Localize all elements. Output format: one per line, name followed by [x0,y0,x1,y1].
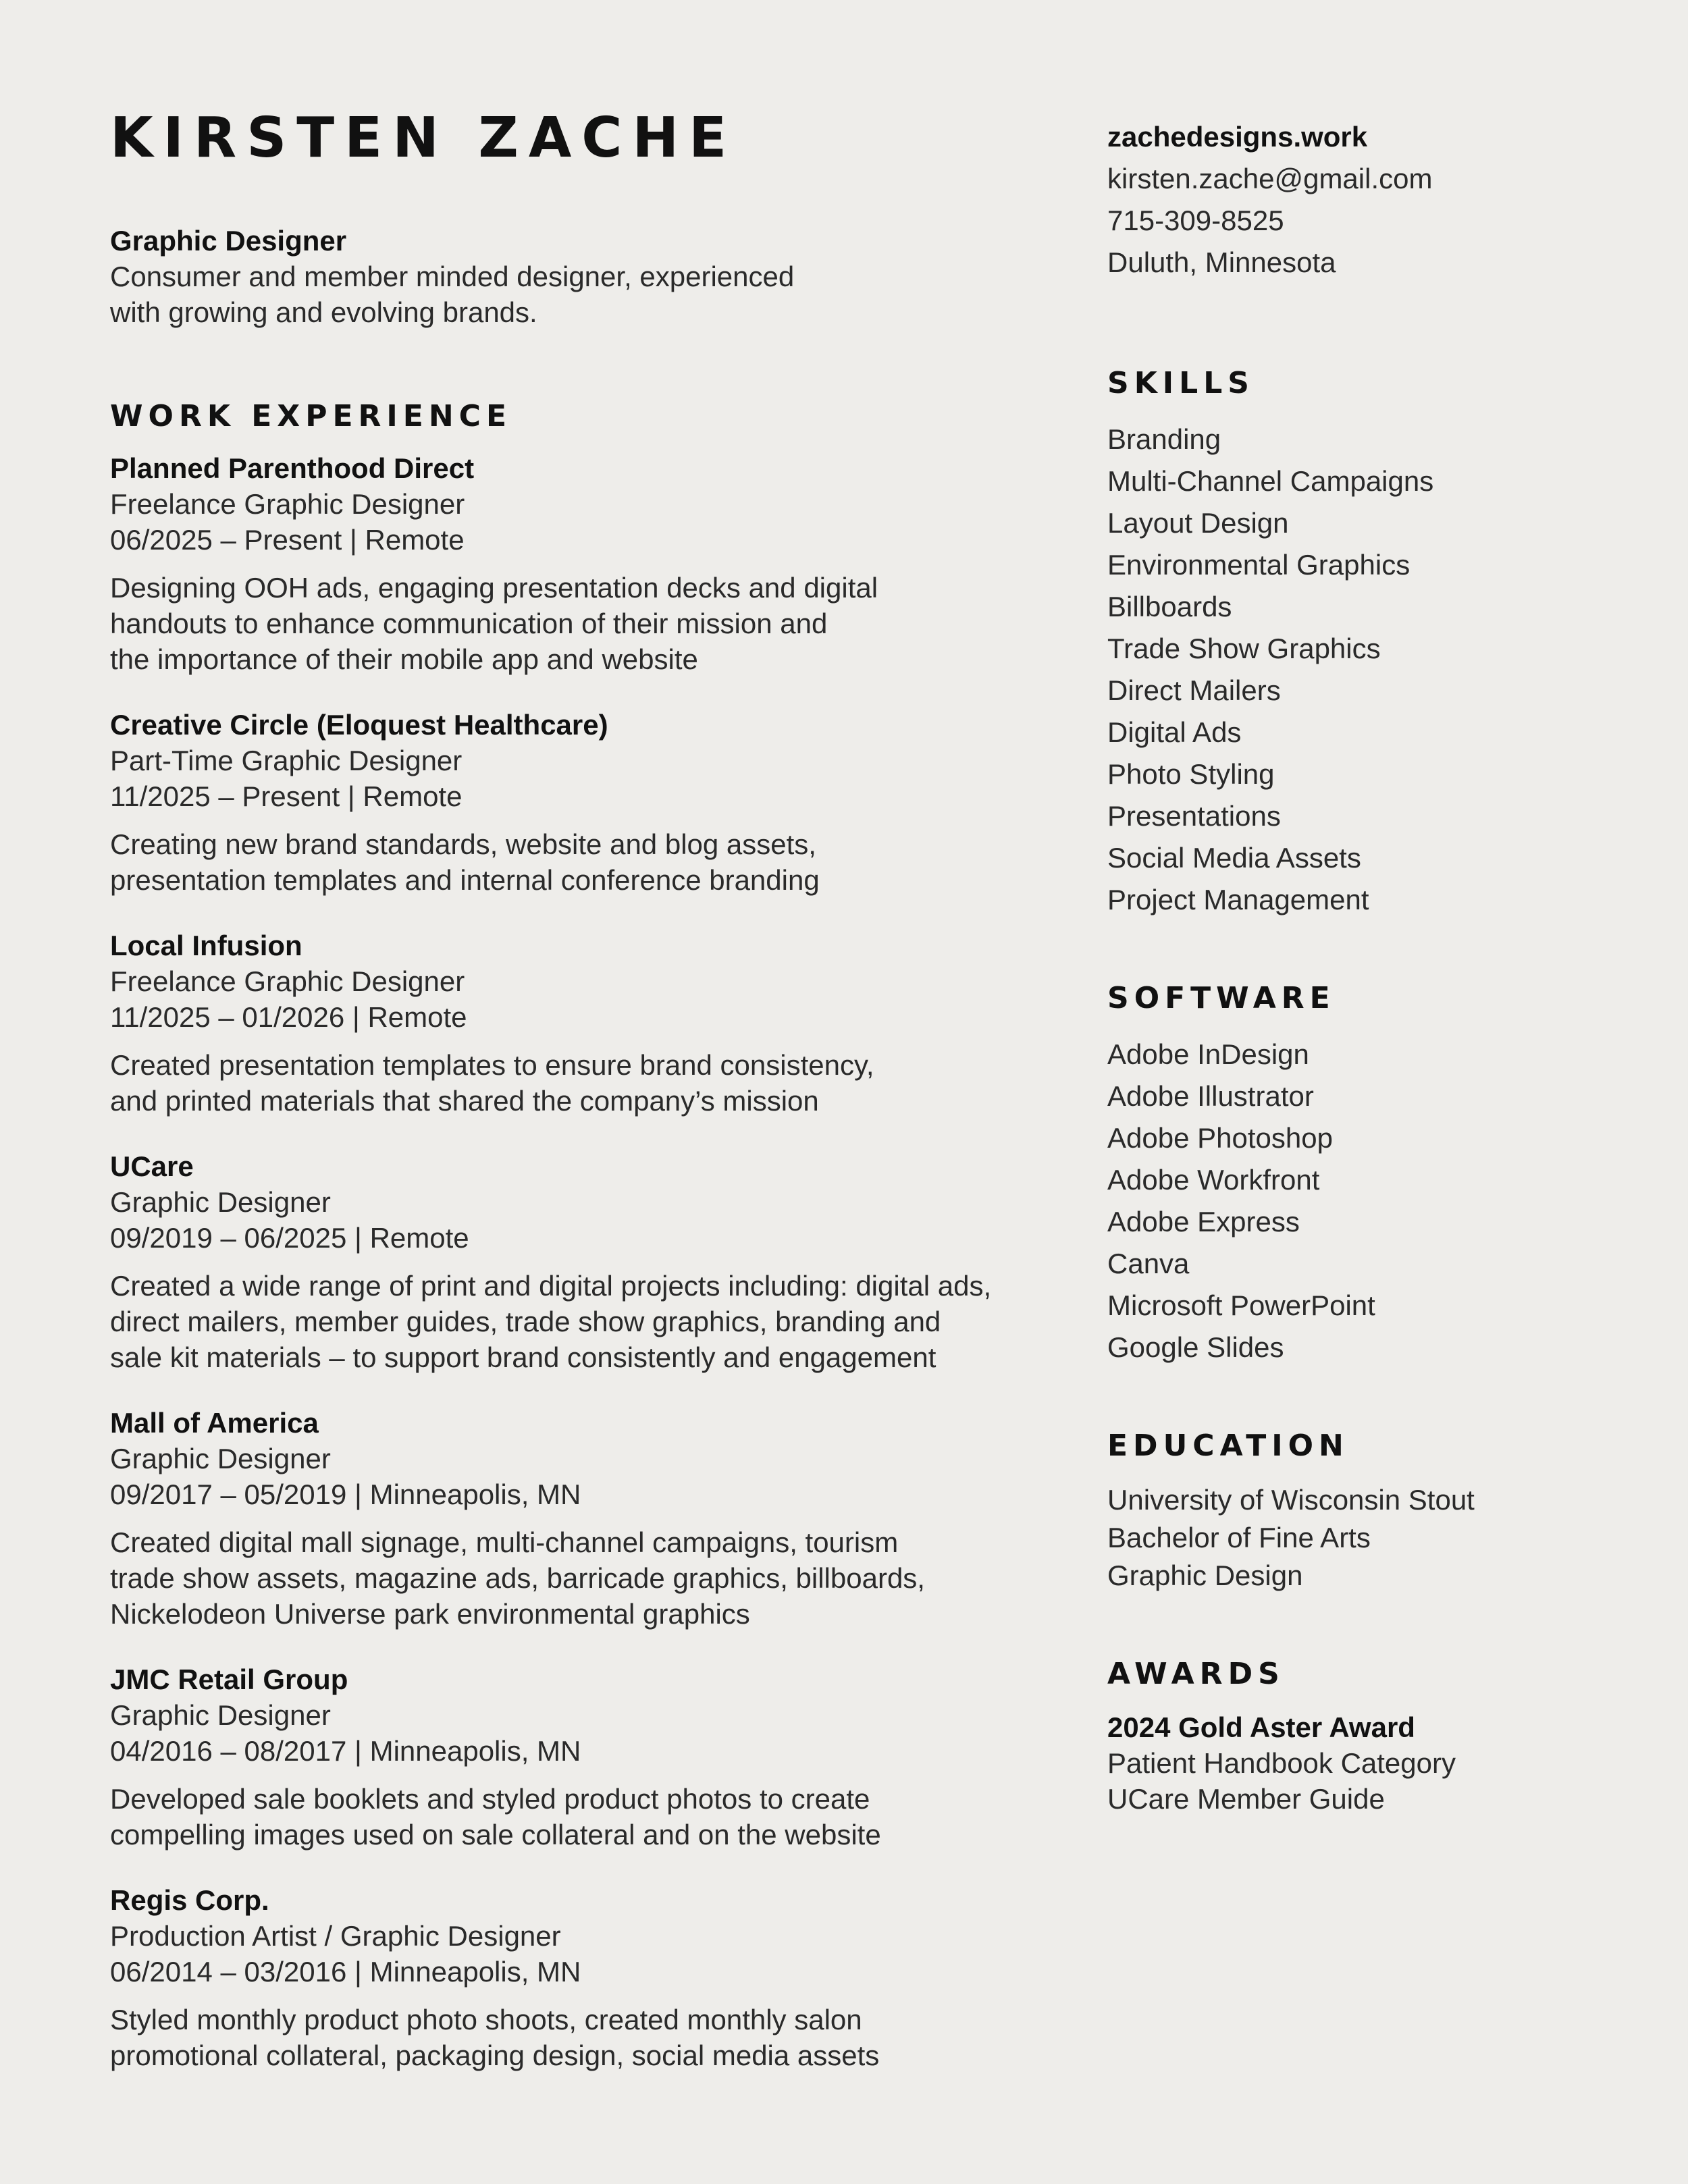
job-role: Graphic Designer [110,1699,331,1731]
skill-item: Branding [1107,423,1221,455]
software-block [1107,978,1620,1368]
skills-heading: SKILLS [1107,366,1255,400]
job-company: Planned Parenthood Direct [110,452,475,484]
software-list [1107,1034,1620,1368]
phone-number: 715-309-8525 [1107,205,1284,236]
skill-item: Photo Styling [1107,758,1275,790]
location: Duluth, Minnesota [1107,246,1336,278]
job-title: Graphic Designer [110,225,347,257]
email-link[interactable]: kirsten.zache@gmail.com [1107,163,1433,194]
job-company: Regis Corp. [110,1884,269,1916]
job-entry [110,1882,1008,2073]
skill-item: Trade Show Graphics [1107,633,1381,664]
job-company: Creative Circle (Eloquest Healthcare) [110,709,608,741]
website-link[interactable]: zachedesigns.work [1107,121,1368,153]
summary-text: Consumer and member minded designer, experienced with growing and evolving brands. [110,261,795,328]
software-item: Microsoft PowerPoint [1107,1289,1375,1321]
job-entry [110,1405,1008,1632]
job-dates: 06/2025 – Present | Remote [110,524,465,556]
right-column [1107,116,1620,1817]
job-dates: 09/2019 – 06/2025 | Remote [110,1222,469,1254]
job-role: Graphic Designer [110,1443,331,1474]
awards-heading: AWARDS [1107,1657,1285,1691]
skills-list [1107,419,1620,921]
software-item: Adobe Workfront [1107,1164,1320,1196]
job-description: Designing OOH ads, engaging presentation decks and digital handouts to enhance communication of their mission and the importance of their mobile app and website [110,572,878,675]
education-heading: EDUCATION [1107,1429,1349,1463]
job-entry [110,1661,1008,1853]
skill-item: Billboards [1107,591,1232,622]
job-dates: 11/2025 – 01/2026 | Remote [110,1001,467,1033]
skill-item: Multi-Channel Campaigns [1107,465,1434,497]
job-company: UCare [110,1150,194,1182]
candidate-name: KIRSTEN ZACHE [110,106,737,170]
job-description: Styled monthly product photo shoots, created monthly salon promotional collateral, packaging design, social media assets [110,2004,880,2071]
job-company: JMC Retail Group [110,1663,348,1695]
award-project: UCare Member Guide [1107,1783,1385,1815]
education-block [1107,1426,1620,1595]
skill-item: Layout Design [1107,507,1289,539]
job-dates: 04/2016 – 08/2017 | Minneapolis, MN [110,1735,581,1767]
school-name: University of Wisconsin Stout [1107,1484,1475,1516]
job-company: Mall of America [110,1407,319,1439]
job-entry [110,928,1008,1119]
job-description: Created presentation templates to ensure brand consistency, and printed materials that shared the company’s mission [110,1049,874,1117]
job-role: Graphic Designer [110,1186,331,1218]
job-entry [110,1148,1008,1375]
skill-item: Project Management [1107,884,1369,915]
skill-item: Social Media Assets [1107,842,1361,874]
award-title: 2024 Gold Aster Award [1107,1711,1415,1743]
skill-item: Presentations [1107,800,1281,832]
left-column [110,101,1008,2103]
software-item: Adobe Photoshop [1107,1122,1333,1154]
job-dates: 06/2014 – 03/2016 | Minneapolis, MN [110,1956,581,1988]
work-experience-heading: WORK EXPERIENCE [110,399,512,433]
job-description: Creating new brand standards, website and blog assets, presentation templates and internal conference branding [110,828,820,896]
job-entry [110,707,1008,898]
job-dates: 09/2017 – 05/2019 | Minneapolis, MN [110,1479,581,1510]
software-item: Adobe InDesign [1107,1038,1309,1070]
job-description: Developed sale booklets and styled product photos to create compelling images used on sale collateral and on the website [110,1783,881,1850]
software-item: Canva [1107,1248,1190,1279]
software-item: Google Slides [1107,1331,1284,1363]
software-item: Adobe Express [1107,1206,1300,1237]
skill-item: Digital Ads [1107,716,1242,748]
degree: Bachelor of Fine Arts [1107,1522,1371,1553]
job-role: Part-Time Graphic Designer [110,745,463,776]
skill-item: Direct Mailers [1107,674,1281,706]
job-company: Local Infusion [110,930,302,961]
software-item: Adobe Illustrator [1107,1080,1314,1112]
job-role: Production Artist / Graphic Designer [110,1920,561,1952]
awards-block [1107,1654,1620,1817]
job-role: Freelance Graphic Designer [110,488,465,520]
major: Graphic Design [1107,1560,1303,1591]
contact-block [1107,116,1620,284]
job-dates: 11/2025 – Present | Remote [110,780,463,812]
software-heading: SOFTWARE [1107,981,1336,1015]
award-category: Patient Handbook Category [1107,1747,1456,1779]
job-role: Freelance Graphic Designer [110,965,465,997]
job-description: Created a wide range of print and digital projects including: digital ads, direct mailers, member guides, trade show graphics, branding and sale kit materials – to support brand consistently and engagement [110,1270,992,1373]
skills-block [1107,363,1620,921]
job-entry [110,450,1008,677]
job-description: Created digital mall signage, multi-channel campaigns, tourism trade show assets, magazine ads, barricade graphics, billboards, Nickelodeon Universe park environmental graphics [110,1526,925,1630]
skill-item: Environmental Graphics [1107,549,1410,581]
